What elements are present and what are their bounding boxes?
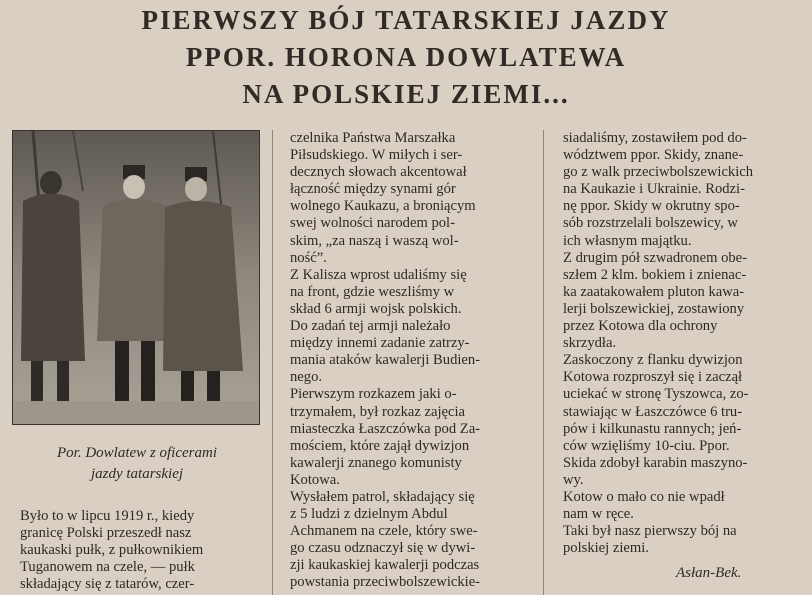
text-line: Wysłałem patrol, składający się (290, 488, 475, 505)
officers-photo (12, 130, 260, 425)
text-line: szłem 2 klm. bokiem i znienac- (563, 266, 747, 283)
text-line: Piłsudskiego. W miłych i ser- (290, 147, 463, 164)
text-line: łączność między synami gór (290, 181, 456, 198)
text-line: trzymałem, był rozkaz zajęcia (290, 403, 466, 420)
article-column-2 (290, 130, 528, 592)
text-line: wy. (563, 471, 584, 488)
headline-line: PPOR. HORONA DOWLATEWA (185, 42, 627, 72)
headline-line: NA POLSKIEJ ZIEMI... (242, 79, 570, 109)
headline-line: PIERWSZY BÓJ TATARSKIEJ JAZDY (141, 5, 671, 35)
column-rule (272, 130, 273, 595)
text-line: na front, gdzie weszliśmy w (290, 283, 455, 300)
text-line: skim, „za naszą i waszą wol- (290, 232, 459, 249)
text-line: Było to w lipcu 1919 r., kiedy (20, 508, 195, 524)
caption-line: Por. Dowlatew z oficerami (57, 445, 217, 461)
text-line: Pierwszym rozkazem jaki o- (290, 386, 457, 403)
text-line: lerji bolszewickiej, zostawiony (563, 300, 745, 317)
text-line: ców wzięliśmy 10-ciu. Ppor. (563, 437, 730, 454)
text-line: skrzydła. (563, 335, 617, 352)
text-line: z 5 ludzi z dzielnym Abdul (290, 506, 448, 523)
text-line: go z walk przeciwbolszewickich (563, 164, 754, 181)
text-line: pów i kilkunastu rannych; jeń- (563, 420, 742, 437)
text-line: Achmanem na czele, który swe- (290, 523, 478, 540)
text-line: go czasu odznaczył się w dywi- (290, 540, 476, 557)
text-line: mania ataków kawalerji Budien- (290, 352, 481, 369)
headline (0, 2, 812, 113)
text-line: nam w ręce. (563, 506, 634, 523)
text-line: stawiając w Łaszczówce 6 tru- (563, 403, 743, 420)
text-line: wolnego Kaukazu, a broniącym (290, 198, 476, 215)
text-line: składający się z tatarów, czer- (20, 576, 195, 593)
article-column-3 (563, 130, 801, 557)
author-signature: Asłan-Bek. (676, 565, 742, 581)
text-line: sób rozstrzelali bolszewicy, w (563, 215, 738, 232)
text-line: między innemi zadanie zatrzy- (290, 335, 470, 352)
column-rule (543, 130, 544, 595)
text-line: wództwem ppor. Skidy, znane- (563, 147, 744, 164)
text-line: Do zadań tej armji należało (290, 318, 451, 335)
text-line: zji kaukaskiej kawalerji podczas (290, 557, 480, 574)
text-line: Kotow o mało co nie wpadł (563, 488, 725, 505)
text-line: ka zaatakowałem pluton kawa- (563, 283, 745, 300)
text-line: kawalerji znanego komunisty (290, 454, 462, 471)
text-line: miasteczka Łaszczówka pod Za- (290, 420, 481, 437)
officers-photo-image (13, 131, 259, 424)
text-line: Skida zdobył karabin maszyno- (563, 454, 748, 471)
text-line: siadaliśmy, zostawiłem pod do- (563, 130, 747, 146)
text-line: Taki był nasz pierwszy bój na (563, 523, 737, 540)
text-line: ność”. (290, 249, 327, 266)
text-line: uciekać w stronę Tyszowca, zo- (563, 386, 749, 403)
text-line: nę ppor. Skidy w okrutny spo- (563, 198, 740, 215)
text-line: Kotowa. (290, 471, 340, 488)
text-line: przez Kotowa dla ochrony (563, 318, 718, 335)
text-line: decznych słowach akcentował (290, 164, 467, 181)
text-line: Z drugim pół szwadronem obe- (563, 249, 747, 266)
text-line: granicę Polski przeszedł nasz (20, 525, 192, 542)
text-line: mościem, które zajął dywizjon (290, 437, 470, 454)
text-line: ich własnym majątku. (563, 232, 692, 249)
text-line: powstania przeciwbolszewickie- (290, 574, 481, 591)
text-line: kaukaski pułk, z pułkownikiem (20, 542, 204, 559)
text-line: skład 6 armji wojsk polskich. (290, 300, 462, 317)
article-column-1 (20, 508, 256, 593)
text-line: swej wolności narodem pol- (290, 215, 455, 232)
text-line: Zaskoczony z flanku dywizjon (563, 352, 743, 369)
text-line: Z Kalisza wprost udaliśmy się (290, 266, 467, 283)
caption-line: jazdy tatarskiej (90, 466, 184, 482)
text-line: na Kaukazie i Ukrainie. Rodzi- (563, 181, 745, 198)
text-line: Tuganowem na czele, — pułk (20, 559, 195, 576)
photo-caption (12, 443, 262, 485)
text-line: czelnika Państwa Marszałka (290, 130, 456, 146)
text-line: nego. (290, 369, 323, 386)
text-line: polskiej ziemi. (563, 540, 649, 557)
text-line: Kotowa rozproszył się i zaczął (563, 369, 743, 386)
